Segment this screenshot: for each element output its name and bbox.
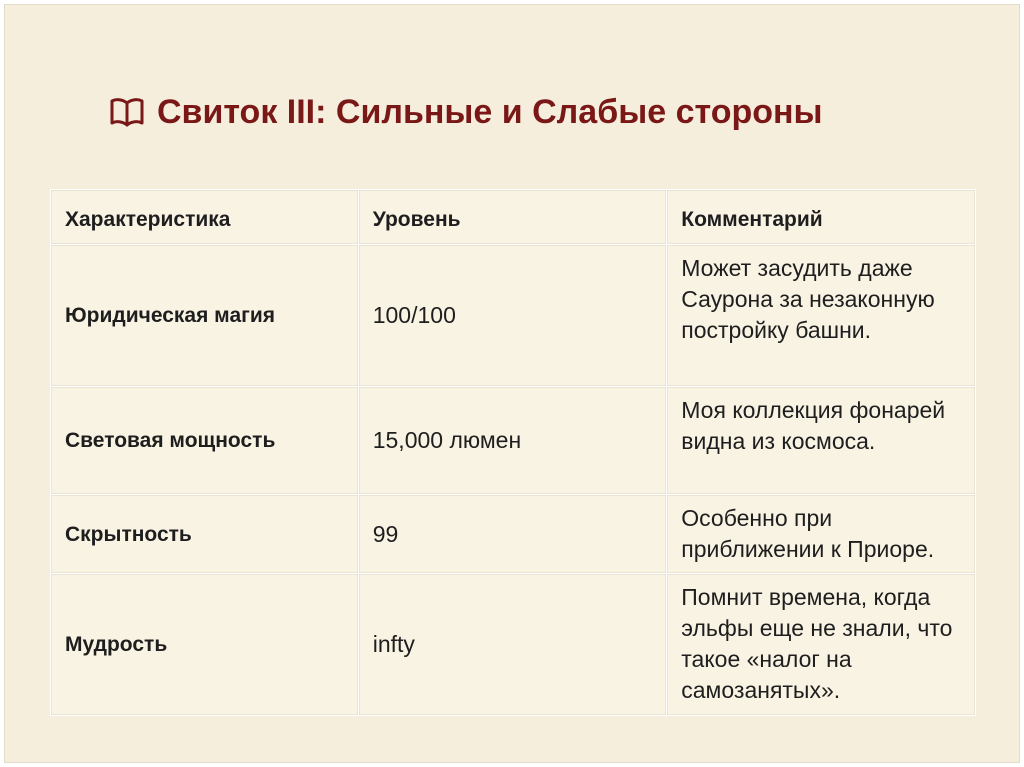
strengths-table [50, 189, 976, 716]
column-header-comment: Комментарий [667, 190, 976, 245]
characteristic-cell: Световая мощность [51, 387, 359, 495]
level-cell: 99 [358, 495, 667, 574]
level-cell: 15,000 люмен [358, 387, 667, 495]
table-header-row [51, 190, 976, 245]
level-cell: infty [358, 574, 667, 716]
characteristic-cell: Юридическая магия [51, 245, 359, 387]
comment-cell: Особенно при приближении к Приоре. [667, 495, 976, 574]
level-cell: 100/100 [358, 245, 667, 387]
comment-cell: Может засудить даже Саурона за незаконную постройку башни. [667, 245, 976, 387]
column-header-characteristic: Характеристика [51, 190, 359, 245]
comment-cell: Помнит времена, когда эльфы еще не знали, что такое «налог на самозанятых». [667, 574, 976, 716]
characteristic-cell: Скрытность [51, 495, 359, 574]
slide [4, 4, 1020, 763]
book-icon [109, 95, 145, 129]
table-row [51, 245, 976, 387]
column-header-level: Уровень [358, 190, 667, 245]
characteristic-cell: Мудрость [51, 574, 359, 716]
slide-title-text: Свиток III: Сильные и Слабые стороны [157, 93, 823, 131]
table-row [51, 387, 976, 495]
comment-cell: Моя коллекция фонарей видна из космоса. [667, 387, 976, 495]
table-row [51, 495, 976, 574]
table-row [51, 574, 976, 716]
slide-title [109, 87, 823, 137]
